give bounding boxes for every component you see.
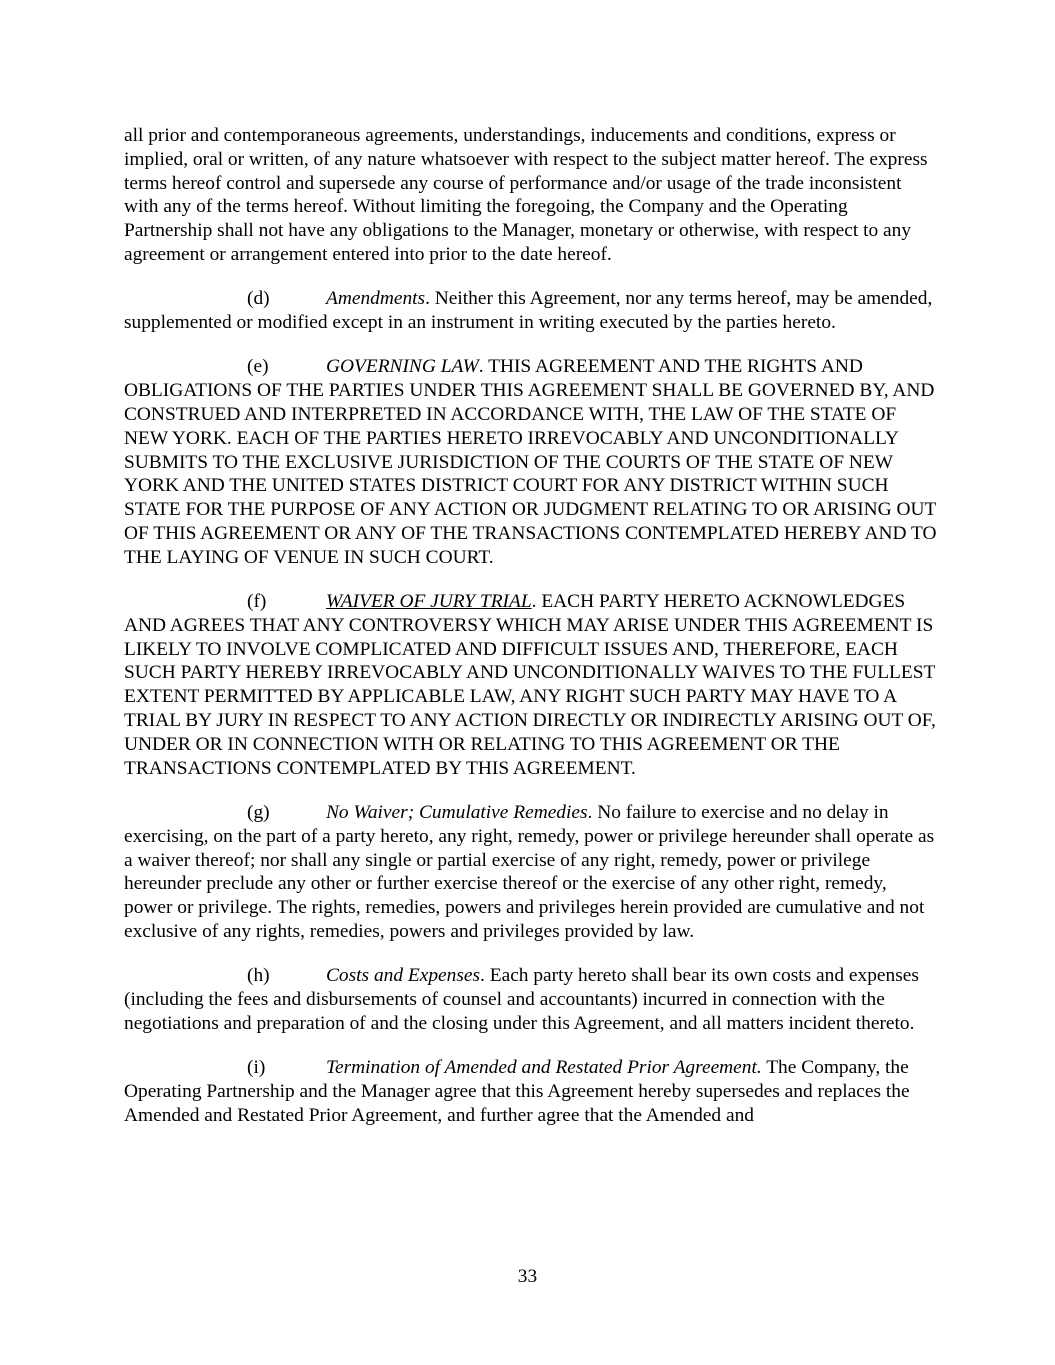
page-number: 33 [517, 1266, 538, 1287]
section-i [124, 1056, 938, 1127]
section-text: The Company, the Operating Partnership and the Manager agree that this Agreement hereby supersedes and replaces the Amended and Restated Prior Agreement, and further agree that the Amended and [124, 1057, 910, 1126]
section-h [124, 964, 938, 1035]
section-text: . THIS AGREEMENT AND THE RIGHTS AND OBLIGATIONS OF THE PARTIES UNDER THIS AGREEMENT SHALL BE GOVERNED BY, AND CONSTRUED AND INTERPRETED IN ACCORDANCE WITH, THE LAW OF THE STATE OF NEW YORK. EACH OF THE PARTIES HERETO IRREVOCABLY AND UNCONDITIONALLY SUBMITS TO THE EXCLUSIVE JURISDICTION OF THE COURTS OF THE STATE OF NEW YORK AND THE UNITED STATES DISTRICT COURT FOR ANY DISTRICT WITHIN SUCH STATE FOR THE PURPOSE OF ANY ACTION OR JUDGMENT RELATING TO OR ARISING OUT OF THIS AGREEMENT OR ANY OF THE TRANSACTIONS CONTEMPLATED HEREBY AND TO THE LAYING OF VENUE IN SUCH COURT. [124, 356, 937, 568]
section-title: Amendments [326, 288, 426, 310]
section-text: . Neither this Agreement, nor any terms hereof, may be amended, supplemented or modified except in an instrument in writing executed by the parties hereto. [124, 288, 933, 334]
section-marker: (i) [247, 1057, 266, 1079]
section-title: Termination of Amended and Restated Prior Agreement. [326, 1057, 762, 1079]
section-marker: (h) [247, 965, 270, 987]
section-marker: (g) [247, 801, 270, 823]
section-text: . Each party hereto shall bear its own costs and expenses (including the fees and disbursements of counsel and accountants) incurred in connection with the negotiations and preparation of and the closing under this Agreement, and all matters incident thereto. [124, 965, 919, 1034]
section-e [124, 355, 938, 569]
section-marker: (e) [247, 356, 269, 378]
section-f [124, 590, 938, 780]
paragraph-text: all prior and contemporaneous agreements, understandings, inducements and conditions, express or implied, oral or written, of any nature whatsoever with respect to the subject matter hereof. The express terms hereof control and supersede any course of performance and/or usage of the trade inconsistent with any of the terms hereof. Without limiting the foregoing, the Company and the Operating Partnership shall not have any obligations to the Manager, monetary or otherwise, with respect to any agreement or arrangement entered into prior to the date hereof. [124, 125, 928, 265]
section-text: . EACH PARTY HERETO ACKNOWLEDGES AND AGREES THAT ANY CONTROVERSY WHICH MAY ARISE UNDER THIS AGREEMENT IS LIKELY TO INVOLVE COMPLICATED AND DIFFICULT ISSUES AND, THEREFORE, EACH SUCH PARTY HEREBY IRREVOCABLY AND UNCONDITIONALLY WAIVES TO THE FULLEST EXTENT PERMITTED BY APPLICABLE LAW, ANY RIGHT SUCH PARTY MAY HAVE TO A TRIAL BY JURY IN RESPECT TO ANY ACTION DIRECTLY OR INDIRECTLY ARISING OUT OF, UNDER OR IN CONNECTION WITH OR RELATING TO THIS AGREEMENT OR THE TRANSACTIONS CONTEMPLATED BY THIS AGREEMENT. [124, 591, 936, 779]
paragraph-continued [124, 124, 938, 267]
section-title: Costs and Expenses [326, 965, 481, 987]
section-marker: (d) [247, 288, 270, 310]
section-g [124, 801, 938, 944]
section-title: WAIVER OF JURY TRIAL [326, 591, 532, 613]
section-marker: (f) [247, 591, 267, 613]
section-d [124, 287, 938, 335]
section-title: No Waiver; Cumulative Remedies [326, 801, 588, 823]
document-page [124, 124, 938, 1148]
section-title: GOVERNING LAW [326, 356, 479, 378]
section-text: . No failure to exercise and no delay in exercising, on the part of a party hereto, any right, remedy, power or privilege hereunder shall operate as a waiver thereof; nor shall any single or partial exercise of any right, remedy, power or privilege hereunder preclude any other or further exercise thereof or the exercise of any other right, remedy, power or privilege. The rights, remedies, powers and privileges herein provided are cumulative and not exclusive of any rights, remedies, powers and privileges provided by law. [124, 801, 935, 942]
